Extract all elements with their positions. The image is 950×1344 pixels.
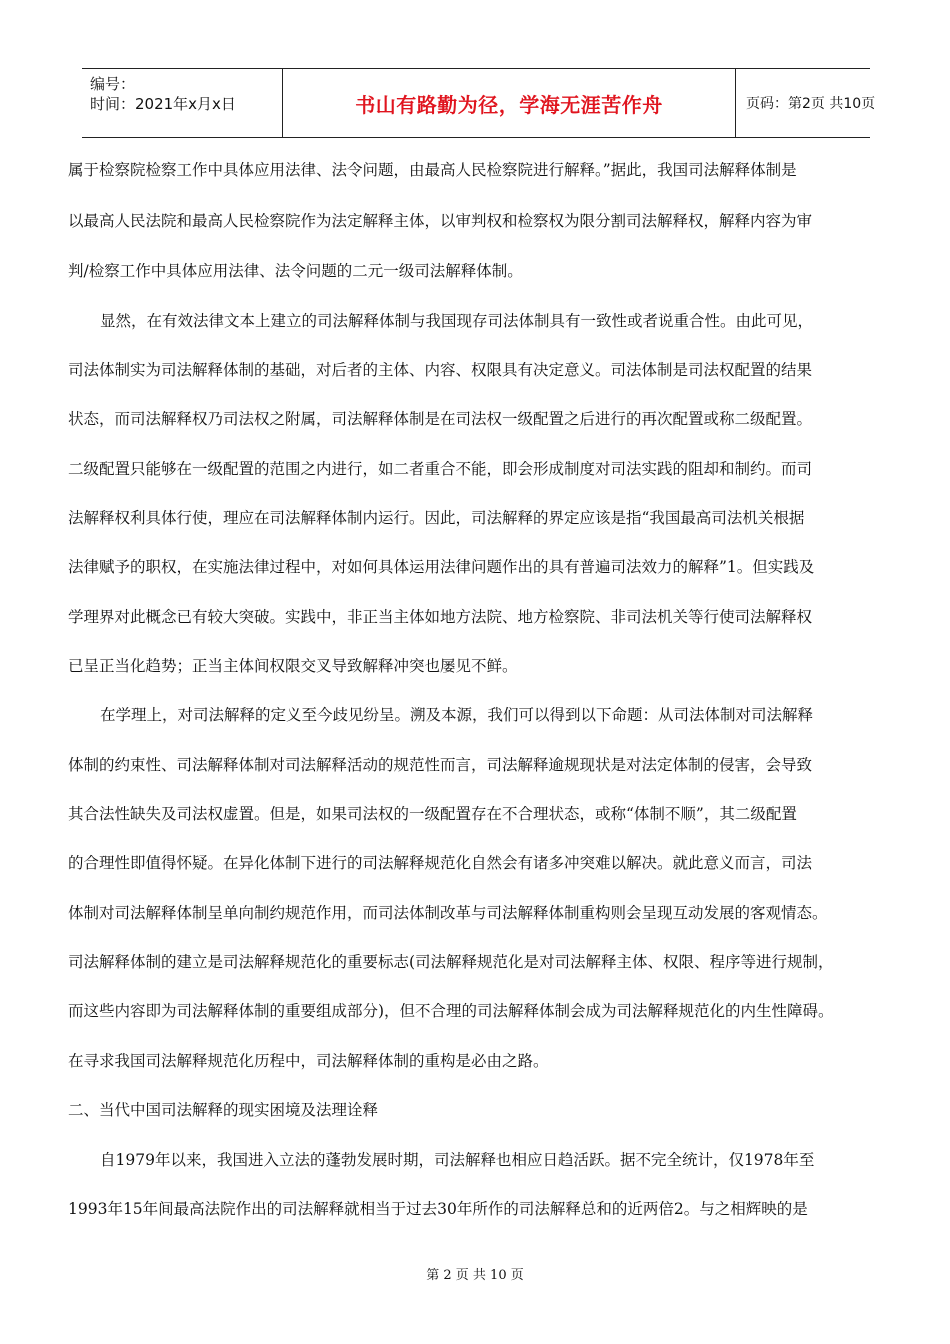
text-line: 1993年15年间最高法院作出的司法解释就相当于过去30年所作的司法解释总和的近两倍2。与之相辉映的是 xyxy=(68,1200,808,1218)
text-line: 判/检察工作中具体应用法律、法令问题的二元一级司法解释体制。 xyxy=(68,262,523,280)
paragraph-first-line: 在学理上，对司法解释的定义至今歧见纷呈。溯及本源，我们可以得到以下命题：从司法体制对司法解释 xyxy=(100,706,814,724)
text-line: 的合理性即值得怀疑。在异化体制下进行的司法解释规范化自然会有诸多冲突难以解决。就此意义而言，司法 xyxy=(68,854,813,872)
text-line: 法解释权利具体行使，理应在司法解释体制内运行。因此，司法解释的界定应该是指“我国最高司法机关根据 xyxy=(68,509,805,527)
document-number-label: 编号： xyxy=(90,75,136,93)
document-time-label: 时间：2021年x月x日 xyxy=(90,95,236,113)
text-line: 体制对司法解释体制呈单向制约规范作用，而司法体制改革与司法解释体制重构则会呈现互动发展的客观情态。 xyxy=(68,904,828,922)
text-line: 其合法性缺失及司法权虚置。但是，如果司法权的一级配置存在不合理状态，或称“体制不顺”，其二级配置 xyxy=(68,805,797,823)
page-footer: 第 2 页 共 10 页 xyxy=(426,1268,524,1283)
header-page-cell xyxy=(736,69,876,137)
text-line: 二级配置只能够在一级配置的范围之内进行，如二者重合不能，即会形成制度对司法实践的阻却和制约。而司 xyxy=(68,460,813,478)
text-line: 状态，而司法解释权乃司法权之附属，司法解释体制是在司法权一级配置之后进行的再次配置或称二级配置。 xyxy=(68,410,813,428)
text-line: 司法体制实为司法解释体制的基础，对后者的主体、内容、权限具有决定意义。司法体制是司法权配置的结果 xyxy=(68,361,813,379)
header-motto-cell xyxy=(282,69,736,137)
text-line: 已呈正当化趋势；正当主体间权限交叉导致解释冲突也屡见不鲜。 xyxy=(68,657,518,675)
section-heading: 二、当代中国司法解释的现实困境及法理诠释 xyxy=(68,1101,379,1119)
text-line: 学理界对此概念已有较大突破。实践中，非正当主体如地方法院、地方检察院、非司法机关等行使司法解释权 xyxy=(68,608,813,626)
header-page-number: 页码：第2页 共10页 xyxy=(746,96,876,112)
text-line: 法律赋予的职权，在实施法律过程中，对如何具体运用法律问题作出的具有普遍司法效力的解释”1。但实践及 xyxy=(68,558,815,576)
paragraph-first-line: 显然，在有效法律文本上建立的司法解释体制与我国现存司法体制具有一致性或者说重合性。由此可见， xyxy=(100,312,814,330)
text-line: 以最高人民法院和最高人民检察院作为法定解释主体，以审判权和检察权为限分割司法解释权，解释内容为审 xyxy=(68,212,813,230)
text-line: 而这些内容即为司法解释体制的重要组成部分)，但不合理的司法解释体制会成为司法解释规范化的内生性障碍。 xyxy=(68,1002,834,1020)
header-meta-cell xyxy=(82,69,282,137)
paragraph-first-line: 自1979年以来，我国进入立法的蓬勃发展时期，司法解释也相应日趋活跃。据不完全统计，仅1978年至 xyxy=(100,1151,815,1169)
page-header xyxy=(82,68,876,138)
text-line: 体制的约束性、司法解释体制对司法解释活动的规范性而言，司法解释逾规现状是对法定体制的侵害，会导致 xyxy=(68,756,813,774)
text-line: 在寻求我国司法解释规范化历程中，司法解释体制的重构是必由之路。 xyxy=(68,1052,549,1070)
text-line: 属于检察院检察工作中具体应用法律、法令问题，由最高人民检察院进行解释。”据此，我国司法解释体制是 xyxy=(68,161,797,179)
text-line: 司法解释体制的建立是司法解释规范化的重要标志(司法解释规范化是对司法解释主体、权限、程序等进行规制， xyxy=(68,953,834,971)
header-motto: 书山有路勤为径，学海无涯苦作舟 xyxy=(355,92,663,117)
